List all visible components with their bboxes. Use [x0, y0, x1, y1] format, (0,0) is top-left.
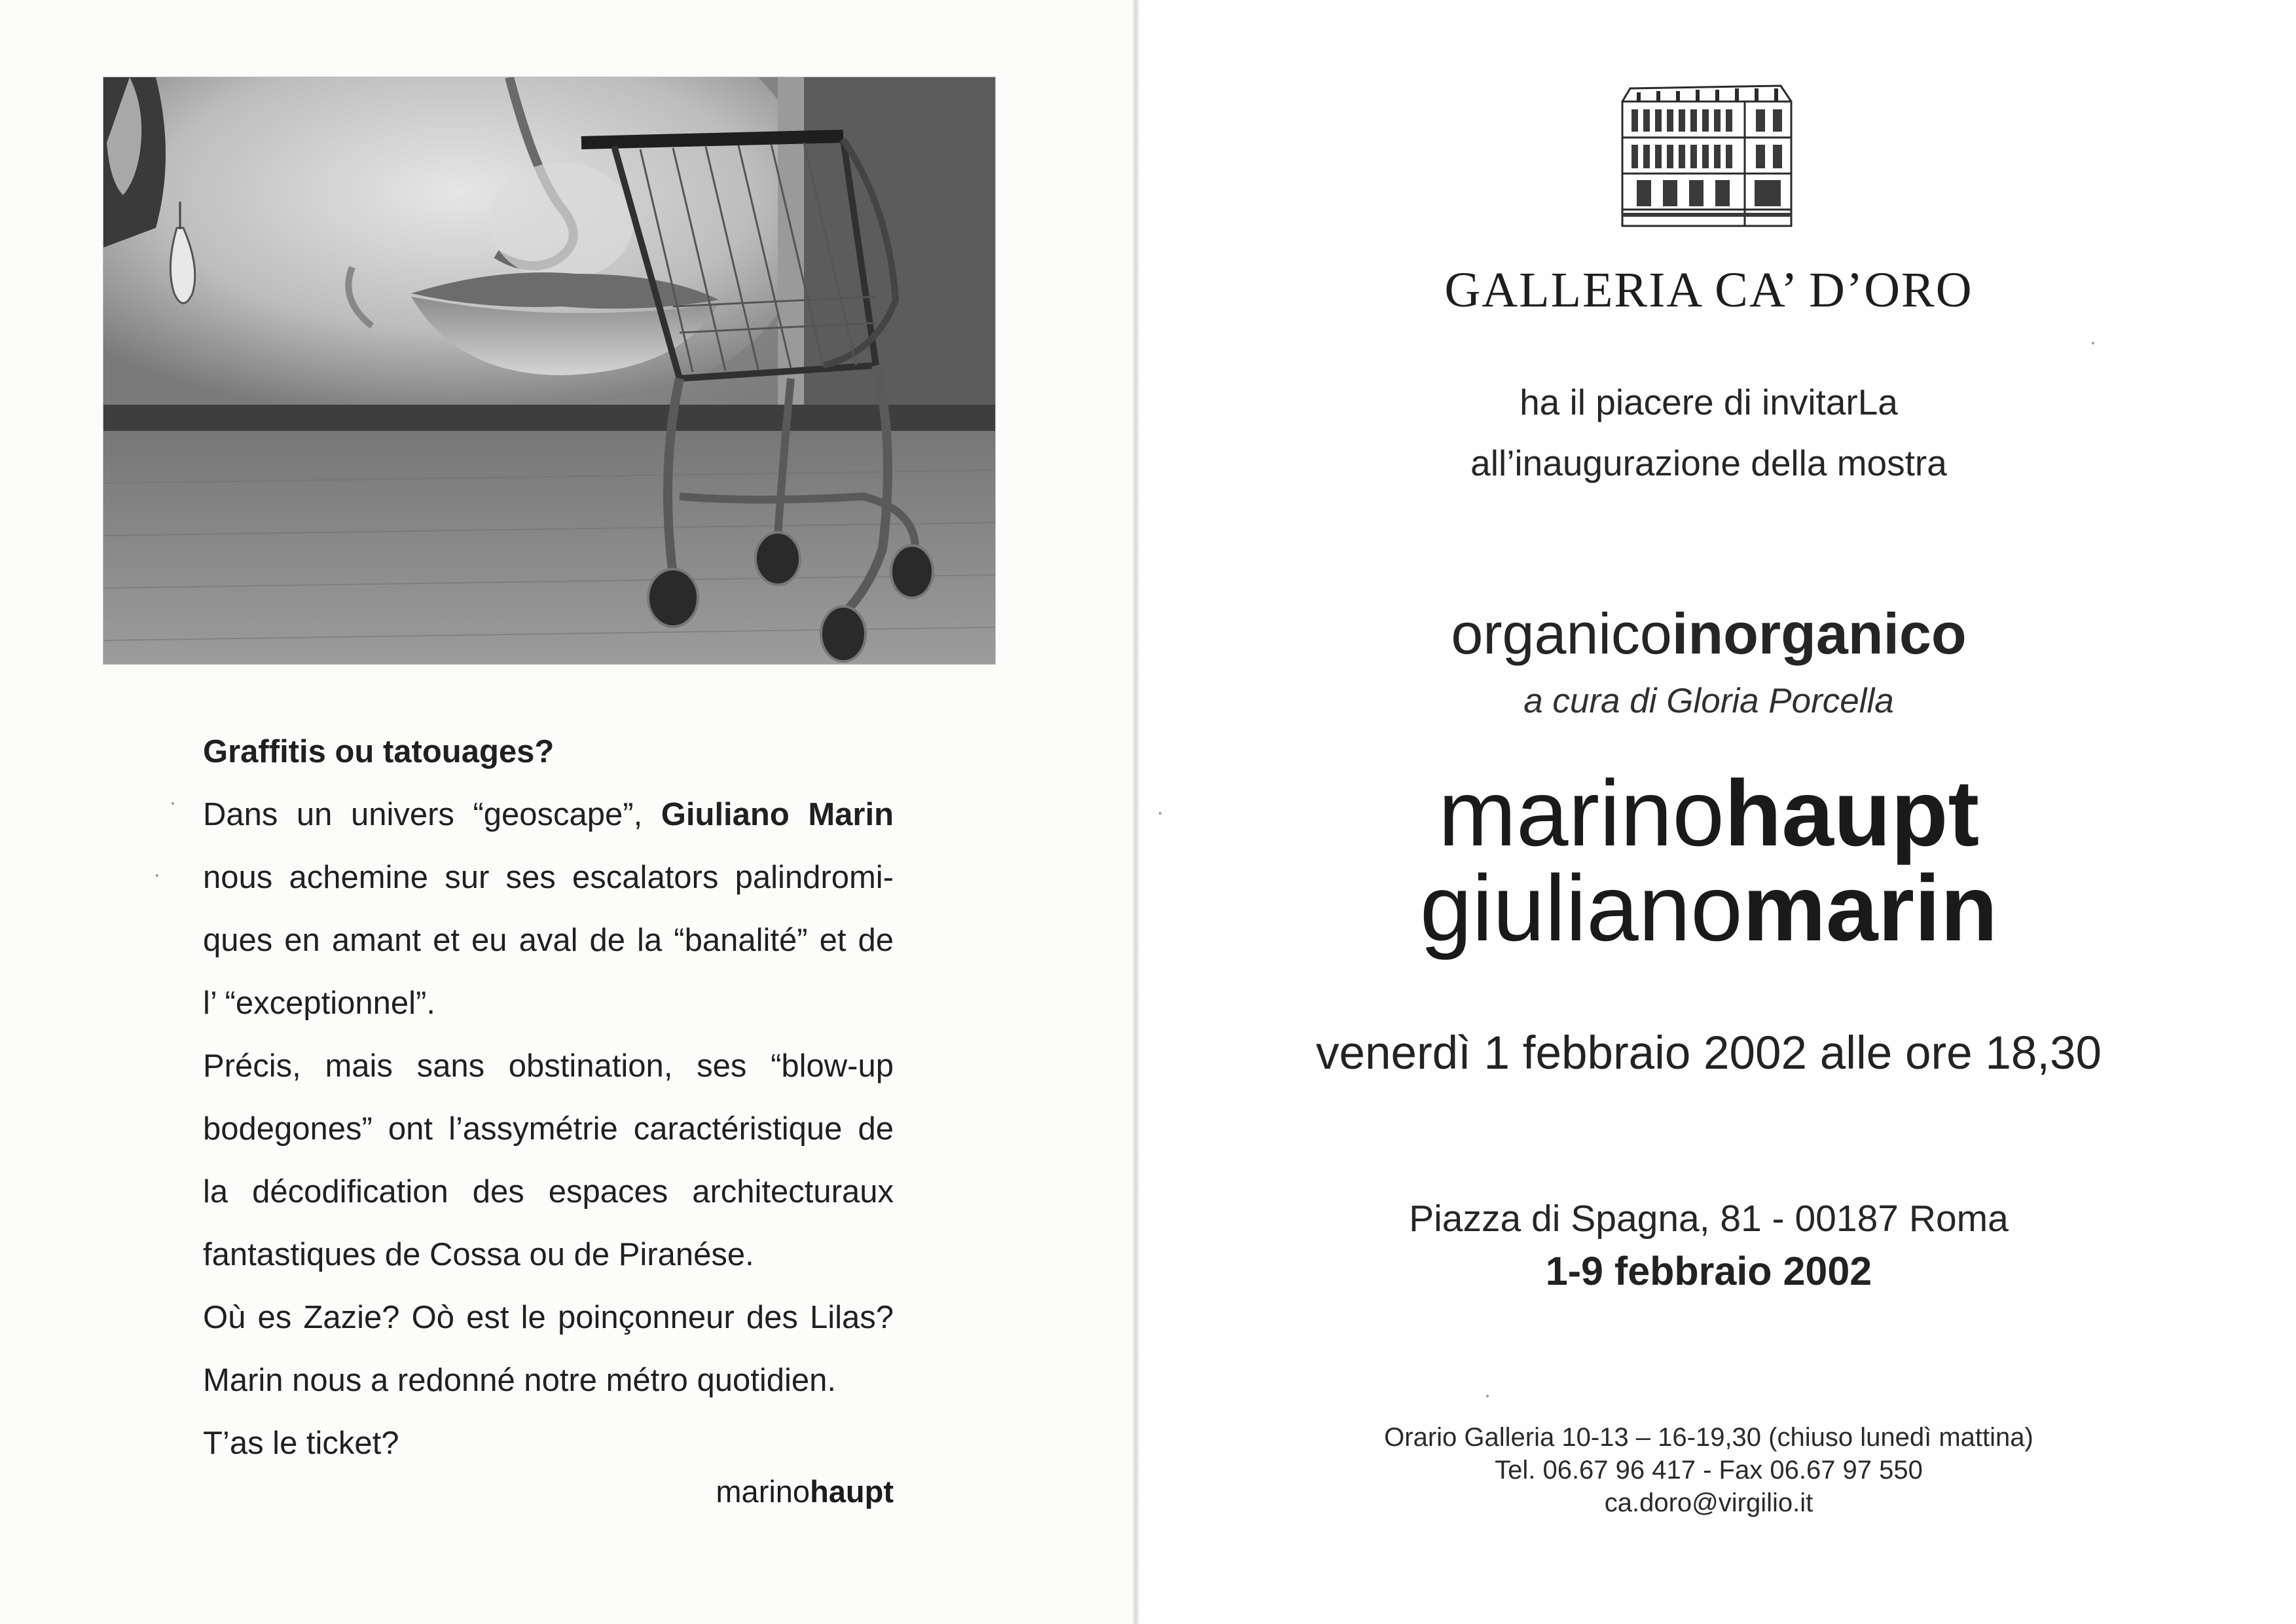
opening-date: venerdì 1 febbraio 2002 alle ore 18,30: [1316, 1027, 2102, 1079]
essay-line: la décodification des espaces architecturaux: [203, 1174, 894, 1209]
palace-icon: [1617, 82, 1797, 232]
essay-line: [203, 783, 894, 846]
signature-bold: haupt: [810, 1474, 894, 1509]
dust-speck: [2092, 342, 2094, 344]
dust-speck: [172, 802, 174, 805]
exhibition-title-thin: organico: [1451, 601, 1672, 666]
essay-text-span: Dans un univers “geoscape”,: [203, 797, 661, 832]
artist-1-first: marino: [1438, 762, 1724, 866]
artist-name-inline: Giuliano Marin: [661, 797, 894, 832]
invite-line-1: ha il piacere di invitarLa: [1520, 382, 1898, 422]
email-address: ca.doro@virgilio.it: [1604, 1488, 1813, 1517]
essay-line: Précis, mais sans obstination, ses “blow-up: [203, 1048, 894, 1084]
invitation-text: [1152, 372, 2265, 494]
essay-heading: Graffitis ou tatouages?: [203, 734, 555, 769]
artwork-illustration: [103, 77, 995, 664]
essay-line: Où es Zazie? Oò est le poinçonneur des Lilas?: [203, 1300, 894, 1335]
dust-speck: [1486, 1395, 1489, 1397]
invite-line-2: all’inaugurazione della mostra: [1470, 443, 1947, 483]
dust-speck: [156, 874, 158, 877]
artist-2-first: giuliano: [1419, 857, 1743, 961]
page-fold: [1133, 0, 1139, 1624]
exhibition-dates: 1-9 febbraio 2002: [1545, 1249, 1872, 1293]
curator-line: a cura di Gloria Porcella: [1523, 682, 1894, 720]
essay-line: l’ “exceptionnel”.: [203, 986, 435, 1021]
essay-line: nous achemine sur ses escalators palindromi-: [203, 860, 894, 895]
essay-line: fantastiques de Cossa ou de Piranése.: [203, 1237, 754, 1272]
exhibition-title-bold: inorganico: [1671, 601, 1967, 666]
contact-info: [1152, 1421, 2265, 1519]
essay-line: bodegones” ont l’assymétrie caractéristique de: [203, 1111, 894, 1147]
essay-signature: [203, 1473, 894, 1509]
gallery-name: GALLERIA CA’ D’ORO: [1444, 263, 1973, 318]
opening-hours: Orario Galleria 10-13 – 16-19,30 (chiuso lunedì mattina): [1384, 1423, 2033, 1452]
gallery-logo-palace-icon: [1617, 82, 1797, 232]
artist-name-2: [1152, 857, 2265, 961]
essay-text: [203, 720, 894, 1475]
essay-line: ques en amant et eu aval de la “banalité” et de: [203, 923, 894, 958]
artist-2-last: marin: [1742, 857, 1998, 961]
phone-fax: Tel. 06.67 96 417 - Fax 06.67 97 550: [1495, 1456, 1923, 1485]
signature-thin: marino: [716, 1474, 811, 1509]
exhibition-title: [1152, 600, 2265, 667]
essay-line: Marin nous a redonné notre métro quotidien.: [203, 1363, 836, 1398]
gallery-address: Piazza di Spagna, 81 - 00187 Roma: [1409, 1198, 2009, 1240]
artist-1-last: haupt: [1724, 762, 1980, 866]
artist-name-1: [1152, 762, 2265, 866]
essay-line: T’as le ticket?: [203, 1426, 399, 1461]
artwork-photo: [103, 77, 996, 665]
